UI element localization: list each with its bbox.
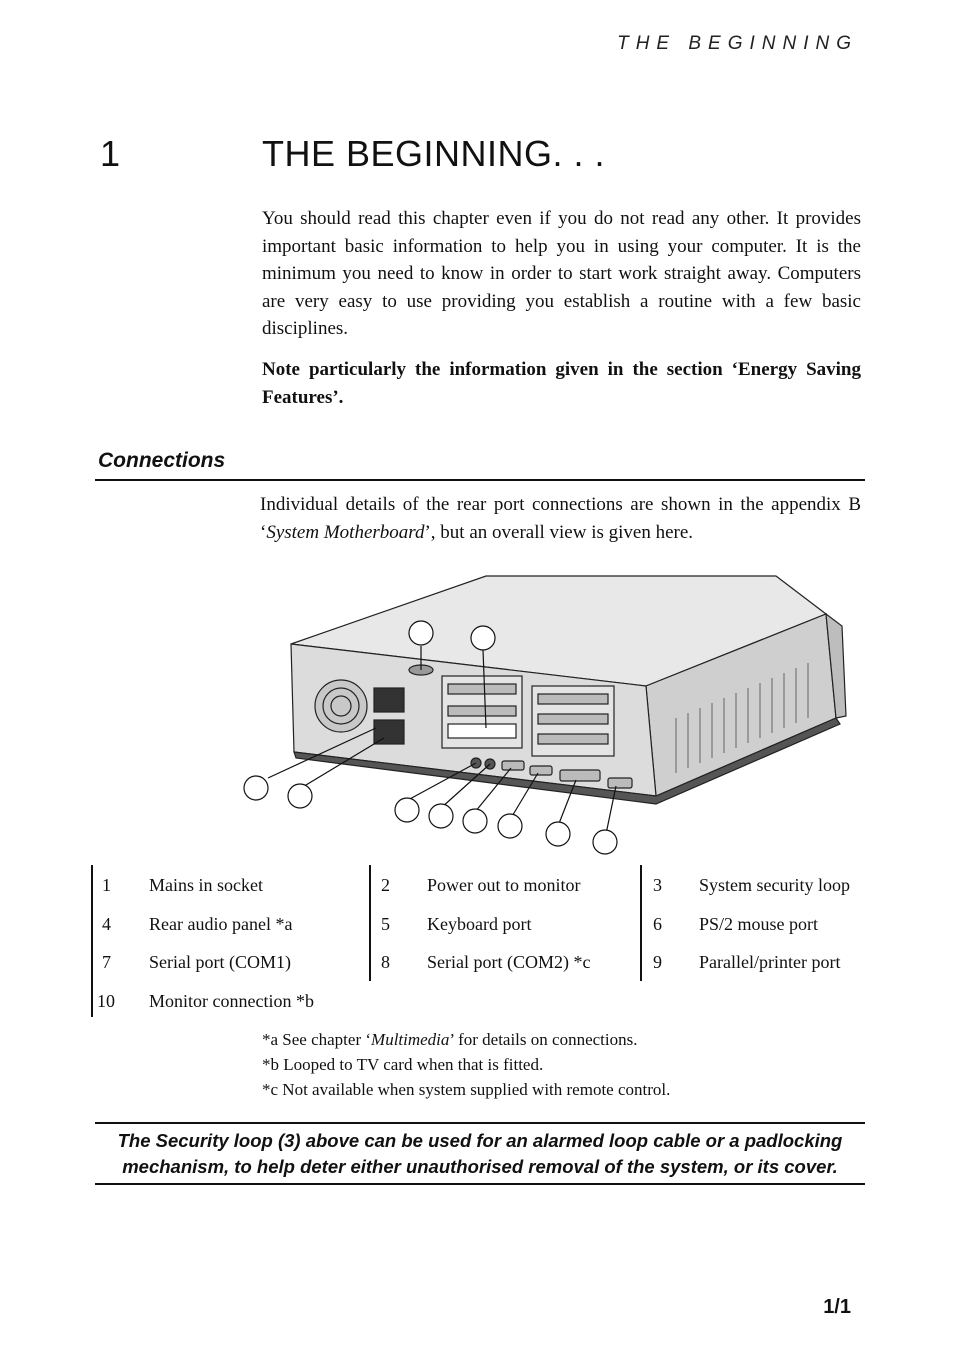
footnote-b: *b Looped to TV card when that is fitted. bbox=[262, 1055, 544, 1074]
footnote-a-text-end: ’ for details on connections. bbox=[449, 1030, 638, 1049]
legend-label: Serial port (COM2) *c bbox=[427, 952, 591, 972]
computer-rear-view-illustration bbox=[236, 568, 856, 860]
legend-label: Serial port (COM1) bbox=[149, 952, 291, 972]
security-warning: The Security loop (3) above can be used for an alarmed loop cable or a padlocking mechanism, to help deter either unauthorised removal of the system, or its cover. bbox=[117, 1130, 843, 1177]
legend-number: 6 bbox=[653, 914, 662, 934]
legend-number: 4 bbox=[102, 914, 111, 934]
legend-label: Mains in socket bbox=[149, 875, 263, 895]
footnote-a-reference: Multimedia bbox=[371, 1030, 450, 1049]
chapter-title: THE BEGINNING. . . bbox=[262, 133, 606, 174]
warning-rule-bottom bbox=[95, 1183, 865, 1185]
footnote-c: *c Not available when system supplied with remote control. bbox=[262, 1080, 671, 1099]
footnote-a bbox=[262, 1030, 637, 1050]
legend-number: 3 bbox=[653, 875, 662, 895]
legend-label: Keyboard port bbox=[427, 914, 532, 934]
legend-number: 8 bbox=[381, 952, 390, 972]
legend-number: 7 bbox=[102, 952, 111, 972]
legend-label: Rear audio panel *a bbox=[149, 914, 293, 934]
legend-number: 1 bbox=[102, 875, 111, 895]
legend-column-divider bbox=[369, 865, 371, 981]
connections-intro-reference: System Motherboard bbox=[266, 521, 425, 543]
legend-column-divider bbox=[640, 865, 642, 981]
connections-intro bbox=[260, 491, 861, 546]
legend-label: Power out to monitor bbox=[427, 875, 581, 895]
chapter-number: 1 bbox=[100, 133, 121, 174]
note-paragraph: Note particularly the information given in the section ‘Energy Saving Features’. bbox=[262, 359, 861, 408]
legend-number: 9 bbox=[653, 952, 662, 972]
legend-number: 5 bbox=[381, 914, 390, 934]
connections-intro-text-end: ’, but an overall view is given here. bbox=[424, 521, 694, 543]
connections-intro-text: Individual details of the rear port connections are shown in the appendix B ‘ bbox=[260, 494, 861, 543]
running-head: THE BEGINNING bbox=[617, 33, 858, 54]
intro-paragraph: You should read this chapter even if you do not read any other. It provides important basic information to help you in using your computer. It is the minimum you need to know in order to start work straight away. Computers are very easy to use providing you establish a routine with a few basic disciplines. bbox=[262, 208, 861, 339]
footnote-a-text: *a See chapter ‘ bbox=[262, 1030, 372, 1049]
warning-rule-top bbox=[95, 1122, 865, 1124]
legend-label: PS/2 mouse port bbox=[699, 914, 819, 934]
section-heading: Connections bbox=[98, 449, 226, 472]
legend-label: Parallel/printer port bbox=[699, 952, 841, 972]
legend-label: Monitor connection *b bbox=[149, 991, 314, 1011]
section-divider bbox=[95, 479, 865, 481]
legend-number: 2 bbox=[381, 875, 390, 895]
legend-label: System security loop bbox=[699, 875, 850, 895]
legend-column-divider bbox=[91, 865, 93, 1017]
page-number: 1/1 bbox=[823, 1296, 851, 1318]
legend-number: 10 bbox=[97, 991, 115, 1011]
